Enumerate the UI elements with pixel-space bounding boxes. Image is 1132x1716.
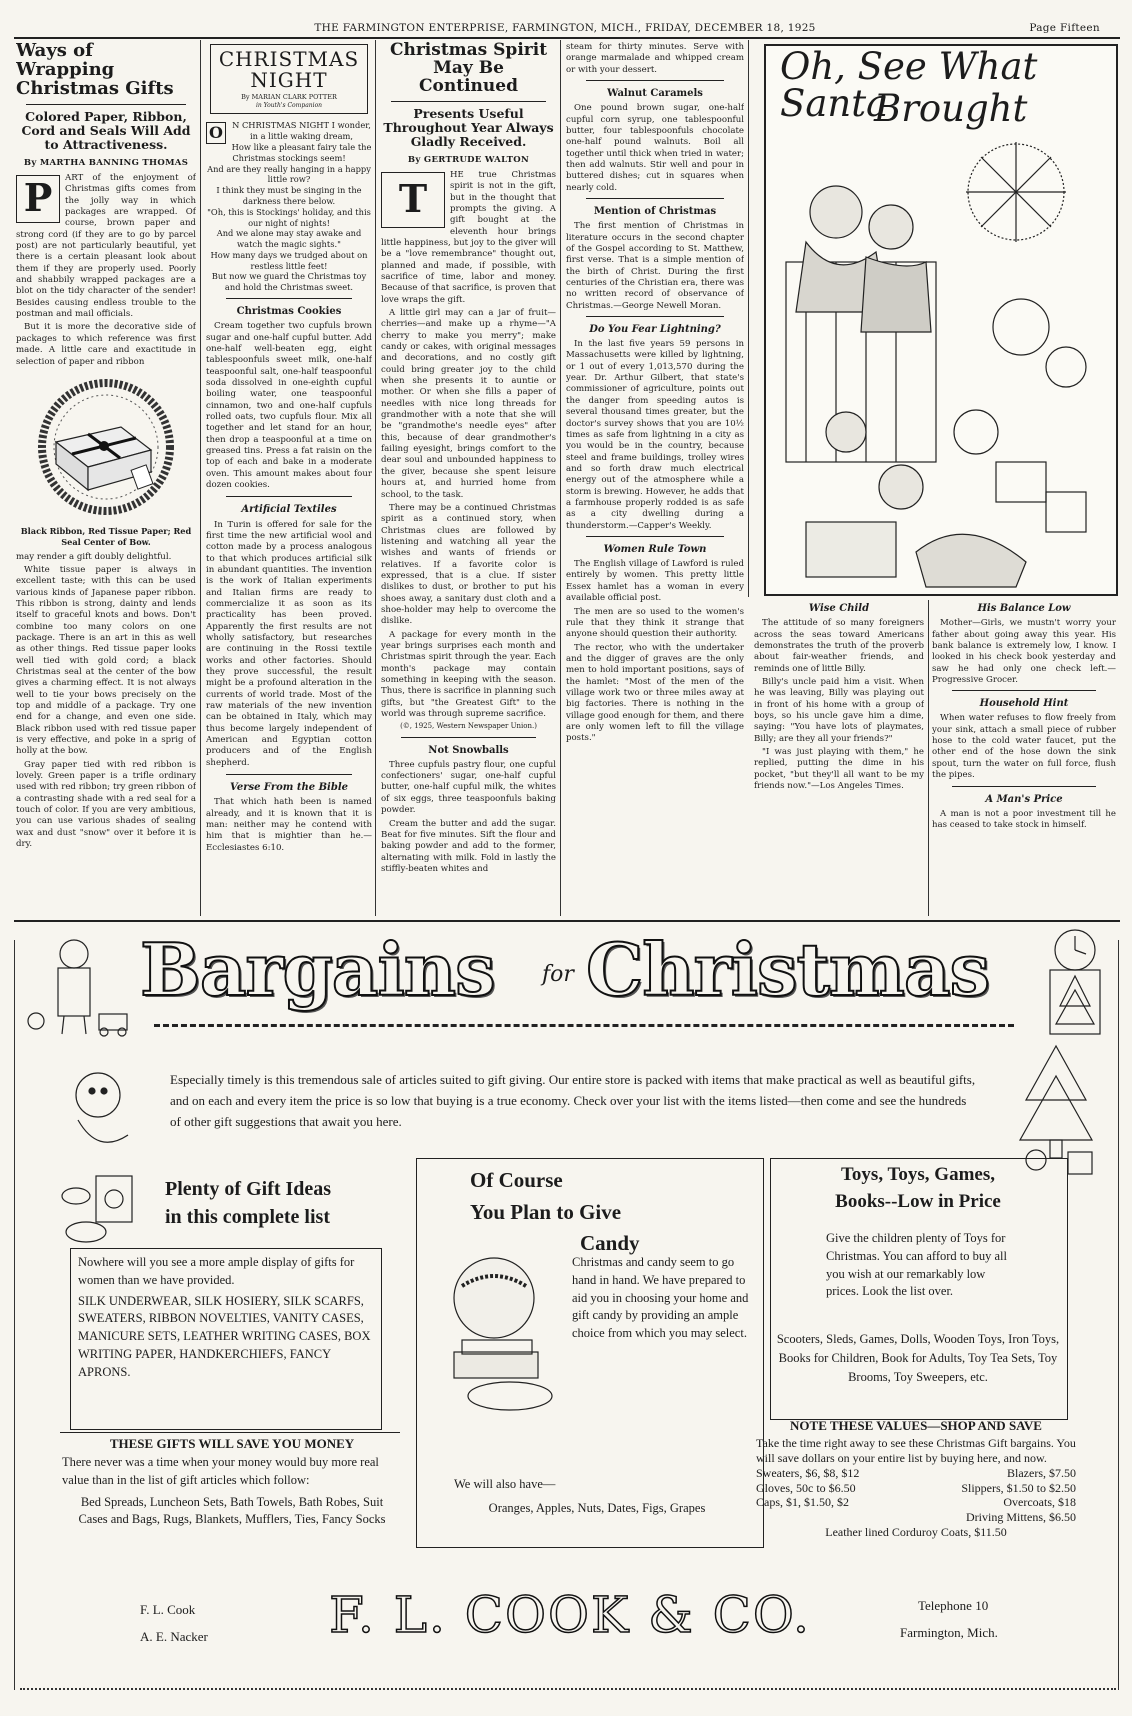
paragraph: A man is not a poor investment till he has ceased to take stock in himself. <box>932 808 1116 831</box>
paragraph: Cream the butter and add the sugar. Beat for five minutes. Sift the flour and baking powder and add to the former, alternating with milk. Fold in lastly the stiffly-beaten whites and <box>381 818 556 874</box>
paragraph: There may be a continued Christmas spirit as a continued story, when Christmas clues are followed by listening and watching all year the wishes and wants of friends or relatives. If a favorite color is expressed, that is a clue. If sister dislikes to dust, or brother to put his shoes away, a sanitary dust cloth and a shoe-holder may help to overcome the dislike. <box>381 502 556 627</box>
store-name: F. L. COOK & CO. <box>329 1586 811 1644</box>
poem-title: CHRISTMAS <box>218 47 360 71</box>
values-item: Driving Mittens, $6.50 <box>966 1509 1076 1524</box>
candy-also-lead: We will also have— <box>454 1477 556 1491</box>
candy-title-3: Candy <box>580 1231 640 1255</box>
dropcap: T <box>381 172 445 228</box>
divider <box>60 1432 400 1433</box>
values-item: Gloves, 50c to $6.50 <box>756 1480 856 1495</box>
divider <box>401 737 536 738</box>
gift-ideas-title <box>165 1175 395 1231</box>
wreath-package-illustration <box>16 372 196 522</box>
subhead: Household Hint <box>979 698 1069 710</box>
values-item: Caps, $1, $1.50, $2 <box>756 1495 849 1510</box>
values-head: NOTE THESE VALUES—SHOP AND SAVE <box>790 1418 1042 1433</box>
poem-line: But now we guard the Christmas toy and hold the Christmas sweet. <box>211 271 367 293</box>
values-table <box>756 1466 1076 1539</box>
paragraph: The rector, who with the undertaker and the digger of graves are the only men to hold important positions, says of the hamlet: "Most of the men of the village work two or three miles away at big factories. There is nothing in the village good enough for them, and there are only women left to fill the village posts." <box>566 642 744 744</box>
subhead: Do You Fear Lightning? <box>589 323 721 335</box>
byline: By MARTHA BANNING THOMAS <box>23 157 189 168</box>
poem-title-2: NIGHT <box>250 68 328 92</box>
banner-word-bargains: Bargains <box>140 927 495 1012</box>
paragraph: The English village of Lawford is ruled entirely by women. This pretty little Essex hamlet has a woman in every available official post. <box>566 559 744 604</box>
masthead-title: THE FARMINGTON ENTERPRISE, FARMINGTON, MICH., FRIDAY, DECEMBER 18, 1925 <box>314 22 816 34</box>
jewelry-box-icon <box>56 1166 140 1252</box>
store-town: Farmington, Mich. <box>900 1625 998 1641</box>
poem-line: How like a pleasant fairy tale the Christmas stockings seem! <box>231 142 372 163</box>
subhead: Christmas Cookies <box>236 305 342 317</box>
owner-name: A. E. Nacker <box>140 1629 208 1645</box>
poem-byline: By MARIAN CLARK POTTER <box>241 93 337 101</box>
subhead: Not Snowballs <box>428 744 509 756</box>
gift-ideas-title-1: Plenty of Gift Ideas <box>165 1178 332 1200</box>
ad-right-border <box>1118 940 1119 1690</box>
headline: Ways of Wrapping Christmas Gifts <box>16 42 174 99</box>
subhead: A Man's Price <box>985 793 1063 805</box>
gift-ideas-title-2: in this complete list <box>165 1206 330 1228</box>
poem-line: And are they really hanging in a happy little row? <box>207 163 371 185</box>
values-row <box>756 1481 1076 1496</box>
candy-also <box>452 1476 742 1518</box>
caption: Black Ribbon, Red Tissue Paper; Red Seal Center of Bow. <box>20 525 192 547</box>
divider <box>952 690 1096 691</box>
poem-line: "Oh, this is Stockings' holiday, and this our night of nights! <box>207 206 371 228</box>
gift-ideas-lead: Nowhere will you see a more ample display of gifts for women than we have provided. <box>78 1255 355 1287</box>
column-divider <box>560 40 561 916</box>
child-bear-icon <box>14 926 134 1038</box>
values-item: Slippers, $1.50 to $2.50 <box>961 1480 1076 1495</box>
banner-word-christmas: Christmas <box>586 927 990 1012</box>
divider <box>391 101 546 102</box>
values-item: Sweaters, $6, $8, $12 <box>756 1466 860 1480</box>
poem-line: And we alone may stay awake and watch the magic sights." <box>216 228 362 250</box>
paragraph: When water refuses to flow freely from your sink, attach a small piece of rubber hose to the cold water faucet, put the other end of the hose down the sink spout, turn the water on full force, flush the pipes. <box>932 713 1116 781</box>
paragraph: But it is more the decorative side of packages to which reference was first made. A little care and exactitude in selection of paper and ribbon <box>16 322 196 367</box>
values-section <box>756 1418 1076 1544</box>
column-divider <box>375 40 376 916</box>
paragraph: Three cupfuls pastry flour, one cupful confectioners' sugar, one-half cupful butter, one-half cupful milk, the whites of six eggs, three teaspoonfuls baking powder. <box>381 759 556 816</box>
headline: Christmas Spirit May Be Continued <box>389 42 548 96</box>
santa-title: Oh, See What Santa <box>780 45 1038 125</box>
subhead: His Balance Low <box>977 603 1071 614</box>
divider <box>952 786 1096 787</box>
ad-bottom-rule <box>20 1688 1116 1690</box>
ad-intro: Especially timely is this tremendous sale of articles suited to gift giving. Our entire store is packed with items that make practical as well as beautiful gifts, and on each and every item the price is so low that buying is a true economy. Check over your list with the items listed—then come and see the hundreds of other gift suggestions that await you here. <box>170 1072 976 1129</box>
divider <box>226 774 352 775</box>
paragraph: Billy's uncle paid him a visit. When he was leaving, Billy was playing out in front of his home with a group of boys, so his uncle gave him a dime, saying: "You have lots of playmates, Billy; are they all your friends?" <box>754 676 924 744</box>
bargains-banner <box>14 926 1120 1038</box>
subhead: Women Rule Town <box>603 543 707 555</box>
values-item: Blazers, $7.50 <box>1007 1466 1076 1480</box>
paragraph: That which hath been is named already, and it is known that it is man: neither may he contend with him that is mightier than he.—Ecclesiastes 6:10. <box>206 797 372 853</box>
masthead <box>10 22 1120 36</box>
poem-source: in Youth's Companion <box>255 101 323 109</box>
values-item: Overcoats, $18 <box>1003 1495 1076 1510</box>
divider <box>586 80 724 81</box>
column-divider <box>748 40 749 597</box>
paragraph: steam for thirty minutes. Serve with orange marmalade and whipped cream or with your dessert. <box>566 42 744 75</box>
gift-ideas-items: SILK UNDERWEAR, SILK HOSIERY, SILK SCARFS, SWEATERS, RIBBON NOVELTIES, VANITY CASES, MANICURE SETS, LEATHER WRITING CASES, BOX WRITING PAPER, HANDKERCHIEFS, FANCY APRONS. <box>78 1293 371 1379</box>
paragraph: Cream together two cupfuls brown sugar and one-half cupful butter. Add one-half well-beaten egg, eight tablespoonfuls sweet milk, one-half teaspoonful salt, one-half teaspoonful soda dissolved in one-eighth cupful boiling water, one teaspoonful cinnamon, two and one-half cupfuls rolled oats, two cupfuls flour. Mix all together and let stand for an hour, then drop a teaspoonful at a time on greased tins. Press a fat raisin on the top of each and bake in a moderate oven. This amount makes about four dozen cookies. <box>206 321 372 490</box>
candy-title-1: Of Course <box>470 1168 563 1192</box>
article-short-items <box>932 600 1116 912</box>
subhead: Wise Child <box>808 603 870 614</box>
byline: By GERTRUDE WALTON <box>407 154 530 165</box>
store-contact <box>900 1592 1100 1647</box>
save-money-section <box>62 1436 402 1596</box>
banner-word-for: for <box>542 962 574 987</box>
values-lead: Take the time right away to see these Christmas Gift bargains. You will save dollars on your entire list by buying here, and now. <box>756 1436 1076 1465</box>
poem-title-box <box>210 44 368 114</box>
values-last: Leather lined Corduroy Coats, $11.50 <box>825 1524 1007 1539</box>
save-money-head: THESE GIFTS WILL SAVE YOU MONEY <box>109 1436 355 1451</box>
owners <box>140 1596 260 1651</box>
poem-line: I think they must be singing in the darkness there below. <box>216 185 362 206</box>
paragraph: A package for every month in the year brings surprises each month and Christmas spirit through the year. Each month's package may contain something in keeping with the season. Thus, there is sacrifice in planning such gifts, but "the Greatest Gift" to the world was through supreme sacrifice. <box>381 629 556 720</box>
children-toys-drawing <box>766 132 1112 592</box>
subhead: Verse From the Bible <box>229 782 348 794</box>
santa-illustration <box>764 44 1118 596</box>
divider <box>226 298 352 299</box>
column-divider <box>200 40 201 916</box>
divider <box>586 316 724 317</box>
toys-items: Scooters, Sleds, Games, Dolls, Wooden Toys, Iron Toys, Books for Children, Book for Adults, Toy Tea Sets, Toy Brooms, Toy Sweepers, etc. <box>776 1332 1060 1384</box>
paragraph: ART of the enjoyment of Christmas gifts comes from the jolly way in which packages are wrapped. Of course, brown paper and strong cord (if they are to go by parcel post) are not particularly beautiful, yet there is a certain pleasant look about them if they are properly used. Poorly and shabbily wrapped packages are a blot on the tidy character of the sender! Besides causing endless trouble to the postman and mail officials. <box>16 173 196 320</box>
article-wrapping-gifts <box>16 42 196 914</box>
paragraph: HE true Christmas spirit is not in the gift, but in the thought that prompts the giving. A gift bought at the eleventh hour brings little happiness, but joy to the giver will be a "love remembrance" thought out, planned and made, if possible, with sacrifice of time, labor and money. Because of that sacrifice, is proven that love wraps the gift. <box>381 169 556 305</box>
divider <box>26 104 186 105</box>
stocking-icon <box>58 1065 138 1155</box>
article-christmas-spirit <box>381 42 556 914</box>
article-column-4 <box>566 42 744 914</box>
values-row <box>756 1495 1076 1510</box>
save-money-lead: There never was a time when your money would buy more real value than in the list of gift articles which follow: <box>62 1455 379 1487</box>
page-number: Page Fifteen <box>1029 22 1100 34</box>
toys-title <box>770 1162 1066 1215</box>
ad-left-border <box>14 940 15 1690</box>
dropcap: P <box>16 175 60 223</box>
toys-title-2: Books--Low in Price <box>835 1190 1001 1212</box>
gift-ideas-list <box>78 1254 376 1426</box>
dropcap: O <box>206 122 226 144</box>
subhead: Mention of Christmas <box>593 205 717 217</box>
paragraph: In Turin is offered for sale for the first time the new artificial wool and cotton made by a process analogous to that which produces artificial silk in abundant quantities. The invention is the work of Italian experiments and Italian firms are ready to commercialize it as soon as its practicality has been proved. Apparently the first results are not wholly satisfactory, but researches are continuing in the Rossi textile works and other factories. Should they prove successful, the result might be a profound alteration in the currents of world trade. Most of the raw materials of the new invention can be obtained in Italy, which may thus become largely independent of American and Egyptian cotton producers and of the English shepherd. <box>206 519 372 768</box>
banner-fringe <box>154 1016 1014 1027</box>
paragraph: Gray paper tied with red ribbon is lovely. Green paper is a trifle ordinary used with red ribbon; try green ribbon of a contrasting shade with a red seal for a touch of color. If you are very ambitious, you can use various shades of sealing wax and dust "snow" over it before it is dry. <box>16 759 196 850</box>
paragraph: One pound brown sugar, one-half cupful corn syrup, one tablespoonful butter, four tablespoonfuls chocolate one-half pound walnuts. Boil all together until thick when tried in water; then add walnuts. Stir well and pour in buttered dishes; cut in squares when nearly cold. <box>566 103 744 193</box>
subhead: Artificial Textiles <box>241 504 337 516</box>
paragraph: White tissue paper is always in excellent taste; with this can be used various kinds of Japanese paper ribbon. This ribbon is strong, dainty and lends itself to graceful knots and bows. Don't combine too many colors on one package. There is an art in this as well as other things. Red tissue paper looks well tied with gold cord; a black Christmas seal at the center of the bow gives a charming effect. It is not always well to tie your bows precisely on the top and middle of a package. Try one end for a change, and even one side. Black ribbon used with red tissue paper is very effective, and poke in a sprig of holly at the bow. <box>16 564 196 757</box>
candy-title <box>470 1165 740 1260</box>
poem-line: How many days we trudged about on restless little feet! <box>210 249 368 271</box>
santa-title-2: Brought <box>874 87 1028 130</box>
toys-title-1: Toys, Toys, Games, <box>841 1164 995 1185</box>
values-row <box>756 1466 1076 1481</box>
poem-line: N CHRISTMAS NIGHT I wonder, in a little waking dream, <box>232 120 371 142</box>
clock-tree-icon <box>1030 926 1120 1038</box>
masthead-rule <box>14 37 1120 39</box>
toys-lead: Give the children plenty of Toys for Christmas. You can afford to buy all you wish at our remarkably low prices. Look the list over. <box>826 1231 1008 1299</box>
paragraph: A little girl may can a jar of fruit—cherries—and make up a rhyme—"A cherry to make you merry"; make candy or cakes, with original messages and decorations, and no costly gift could bring greater joy to the child when she presents it to auntie or mother. Or when she fills a paper of needles with nice long threads for grandmother with a note that she will be "grandmothe's needle eyes" after this, because of dear grandmother's failing eyesight, brings comfort to the dear soul and unbounded happiness to the giver, because she spent leisure hours at, and hurried home from school, to the task. <box>381 308 556 500</box>
divider <box>226 496 352 497</box>
paragraph: The attitude of so many foreigners across the seas toward Americans demonstrates the truth of the proverb about fair-weather friends, and reminds one of little Billy. <box>754 618 924 674</box>
deck: Colored Paper, Ribbon, Cord and Seals Will Add to Attractiveness. <box>21 108 191 153</box>
candy-title-2: You Plan to Give <box>470 1199 622 1224</box>
candy-box-icon <box>436 1248 564 1418</box>
paragraph: The first mention of Christmas in literature occurs in the second chapter of the Gospel according to St. Matthew, first verse. That is a simple mention of the birth of Christ. During the first centuries of the Christian era, there was no written record of observance of Christmas.—George Newell Moran. <box>566 221 744 311</box>
section-rule <box>14 920 1120 922</box>
save-money-items: Bed Spreads, Luncheon Sets, Bath Towels, Bath Robes, Suit Cases and Bags, Rugs, Blankets, Mufflers, Ties, Fancy Socks <box>78 1494 386 1527</box>
paragraph: Mother—Girls, we mustn't worry your father about going away this year. His bank balance is extremely low, I know. I looked in his check book yesterday and saw he had only one check left.—Progressive Grocer. <box>932 618 1116 685</box>
paragraph: "I was just playing with them," he replied, putting the dime in his pocket, "but they'll all want to be my friends now."—Los Angeles Times. <box>754 746 924 791</box>
subhead: Walnut Caramels <box>607 88 703 100</box>
owner-name: F. L. Cook <box>140 1602 196 1617</box>
divider <box>586 536 724 537</box>
poem <box>206 120 372 293</box>
paragraph: The men are so used to the women's rule that they think it strange that anyone should question their authority. <box>566 606 744 640</box>
article-wise-child <box>754 600 924 912</box>
paragraph: may render a gift doubly delightful. <box>16 551 172 562</box>
values-row <box>756 1510 1076 1525</box>
divider <box>586 198 724 199</box>
article-christmas-night <box>206 42 372 914</box>
column-divider <box>928 600 929 916</box>
store-phone: Telephone 10 <box>918 1598 989 1613</box>
deck: Presents Useful Throughout Year Always Gladly Received. <box>383 105 554 150</box>
candy-text: Christmas and candy seem to go hand in hand. We have prepared to aid you in choosing your home and gift candy by providing an ample choice from which you may select. <box>572 1255 749 1340</box>
candy-also-items: Oranges, Apples, Nuts, Dates, Figs, Grapes <box>488 1500 706 1515</box>
credit: (©, 1925, Western Newspaper Union.) <box>400 722 537 731</box>
paragraph: In the last five years 59 persons in Massachusetts were killed by lightning, or 1 out of every 1,013,570 during the year. Dr. Arthur Gilbert, that state's commissioner of agriculture, points out the danger from speeding autos is several thousand times greater, but the doctor's survey shows that you are 10½ times as safe from lightning in a city as you would be in the country, because steel and frame buildings, trolley wires and so forth draw much electrical energy out of the atmosphere while a storm is brewing. However, he adds that a farmhouse properly rodded is as safe as a city dwelling during a thunderstorm.—Capper's Weekly. <box>566 339 744 531</box>
